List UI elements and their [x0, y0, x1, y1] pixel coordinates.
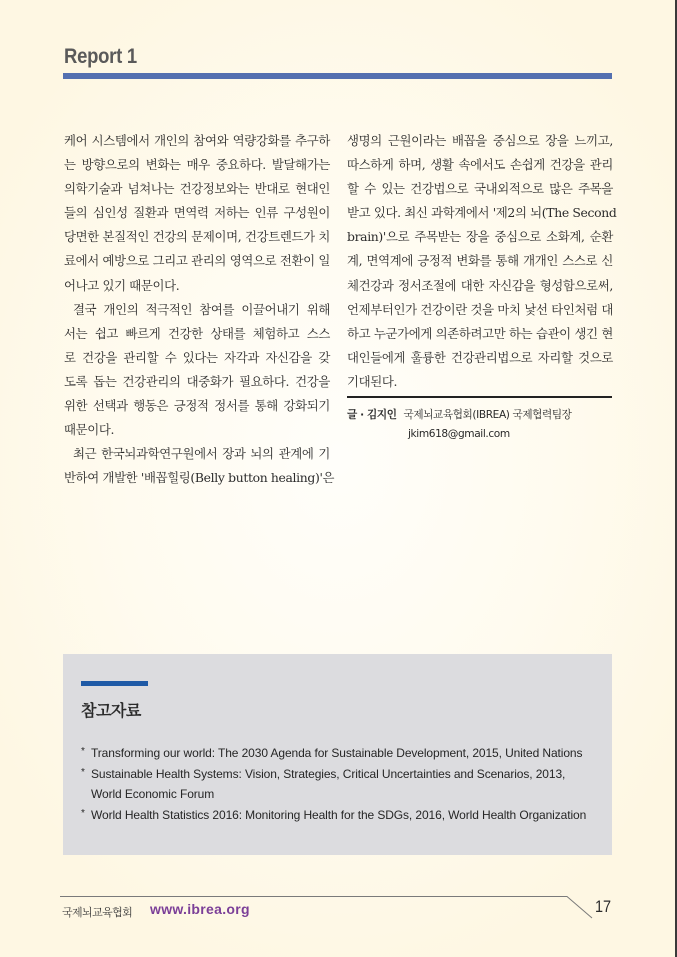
author-affiliation: 국제뇌교육협회(IBREA) 국제협력팀장	[403, 409, 572, 421]
body-line: 서는 쉽고 빠르게 건강한 상태를 체험하고 스스	[64, 325, 330, 341]
body-line: 따스하게 하며, 생활 속에서도 손쉽게 건강을 관리	[347, 157, 613, 173]
body-line: 최근 한국뇌과학연구원에서 장과 뇌의 관계에 기	[73, 446, 330, 462]
reference-item	[81, 764, 586, 805]
bullet-icon: *	[81, 807, 85, 819]
references-box	[63, 654, 612, 855]
body-line: 체건강과 정서조절에 대한 자신감을 형성함으로써,	[347, 277, 613, 293]
reference-item	[81, 805, 586, 826]
body-line: 의학기술과 넘쳐나는 건강정보와는 반대로 현대인	[64, 181, 330, 197]
reference-text: Sustainable Health Systems: Vision, Strategies, Critical Uncertainties and Scenarios, 2013,	[91, 766, 566, 781]
body-line: 생명의 근원이라는 배꼽을 중심으로 장을 느끼고,	[347, 133, 613, 148]
body-line: 하고 누군가에게 의존하려고만 하는 습관이 생긴 현	[347, 325, 613, 341]
body-line: 어나고 있기 때문이다.	[64, 277, 180, 293]
body-line: 반하여 개발한 '배꼽힐링(Belly button healing)'은	[64, 470, 335, 486]
reference-text: World Health Statistics 2016: Monitoring Health for the SDGs, 2016, World Health Organization	[91, 807, 587, 822]
body-line: 대인들에게 훌륭한 건강관리법으로 자리할 것으로	[347, 349, 613, 365]
body-line: 는 방향으로의 변화는 매우 중요하다. 발달해가는	[64, 157, 330, 173]
author-divider	[347, 396, 612, 398]
author-email[interactable]: jkim618@gmail.com	[408, 428, 510, 440]
references-accent-bar	[81, 681, 148, 686]
reference-text-continuation: World Economic Forum	[91, 787, 215, 801]
body-line: 케어 시스템에서 개인의 참여와 역량강화를 추구하	[64, 133, 330, 148]
body-line: 료에서 예방으로 그리고 관리의 영역으로 전환이 일	[64, 253, 330, 269]
footer-website-link[interactable]: www.ibrea.org	[150, 901, 250, 917]
body-line: 할 수 있는 건강법으로 국내외적으로 많은 주목을	[347, 181, 613, 197]
body-line: 때문이다.	[64, 422, 115, 438]
references-title: 참고자료	[81, 701, 141, 720]
page-number: 17	[595, 897, 612, 916]
footer-organization: 국제뇌교육협회	[62, 906, 133, 919]
author-name: 글 · 김지인	[347, 409, 397, 421]
body-line: 받고 있다. 최신 과학계에서 '제2의 뇌(The Second	[347, 205, 617, 221]
body-line: 로 건강을 관리할 수 있다는 자각과 자신감을 갖	[64, 349, 330, 365]
article-column-right	[347, 129, 617, 394]
body-line: 도록 돕는 건강관리의 대중화가 필요하다. 건강을	[64, 373, 330, 389]
body-line: 언제부터인가 건강이란 것을 마치 낯선 타인처럼 대	[347, 301, 613, 317]
reference-item	[81, 743, 586, 764]
report-title: Report 1	[64, 45, 137, 68]
body-line: 당면한 본질적인 건강의 문제이며, 건강트렌드가 치	[64, 229, 330, 245]
body-line: 들의 심인성 질환과 면역력 저하는 인류 구성원이	[64, 205, 330, 221]
references-list	[81, 743, 586, 825]
body-line: 위한 선택과 행동은 긍정적 정서를 통해 강화되기	[64, 398, 330, 414]
body-line: 결국 개인의 적극적인 참여를 이끌어내기 위해	[73, 301, 330, 317]
header-accent-bar	[63, 73, 612, 79]
body-line: 계, 면역계에 긍정적 변화를 통해 개개인 스스로 신	[347, 253, 613, 269]
bullet-icon: *	[81, 746, 85, 757]
author-credit	[347, 406, 572, 444]
article-column-left	[64, 129, 335, 490]
reference-text: Transforming our world: The 2030 Agenda for Sustainable Development, 2015, United Nations	[91, 746, 583, 760]
body-line: brain)'으로 주목받는 장을 중심으로 소화계, 순환	[347, 229, 613, 245]
bullet-icon: *	[81, 766, 85, 778]
body-line: 기대된다.	[347, 373, 398, 389]
